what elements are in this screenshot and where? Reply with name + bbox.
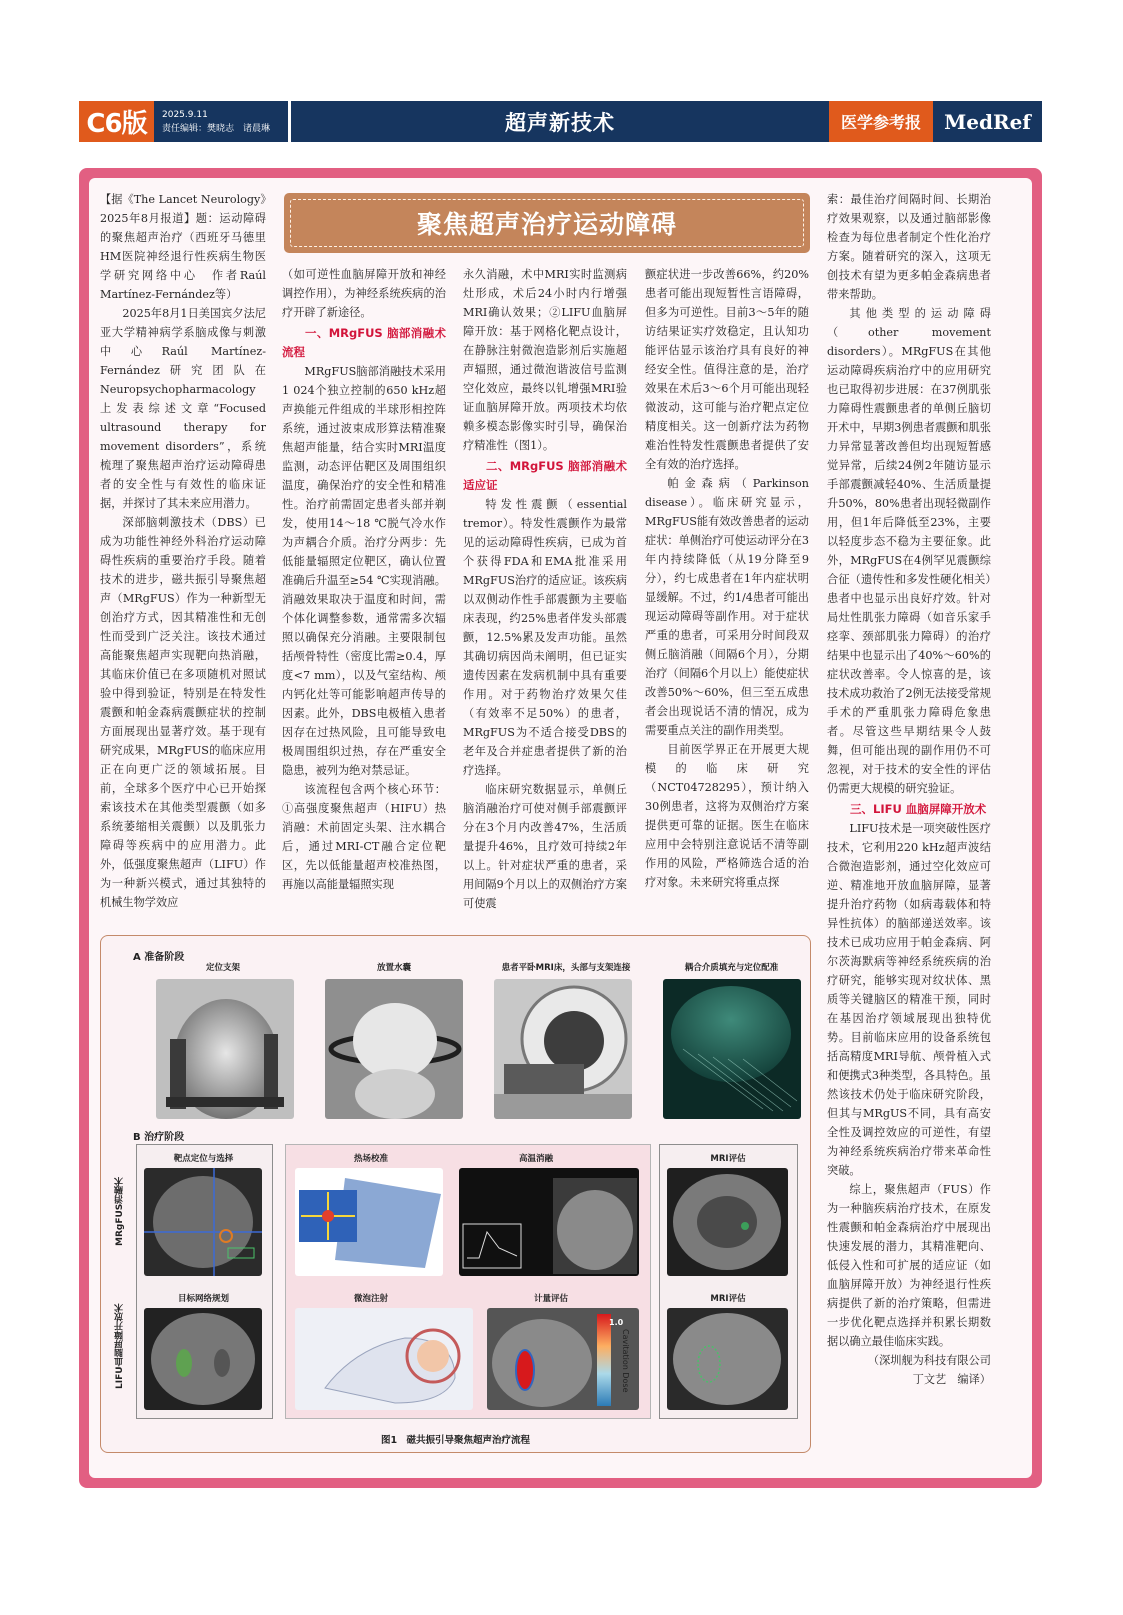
post-lifu-mri xyxy=(667,1308,788,1410)
treatment-caption: 目标网络规划 xyxy=(177,1294,229,1304)
paragraph: LIFU技术是一项突破性医疗技术，它利用220 kHz超声波结合微泡造影剂，通过空化效应可逆、精准地开放血脑屏障，显著提升治疗药物（如病毒载体和特异性抗体）的脑部递送效率。该技术已成功应用于帕金森病、阿尔茨海默病等神经系统疾病的治疗研究，能够实现对纹状体、黑质等关键脑区的精准干预，同时在基因治疗领域展现出独特优势。目前临床应用的设备系统包括高精度MRI导航、颅骨植入式和便携式3种类型，各具特色。虽然该技术仍处于临床研究阶段，但其与MRgUS不同，具有高安全性及调控效应的可逆性，有望为神经系统疾病治疗带来革命性突破。 xyxy=(827,822,991,1177)
paragraph: 索：最佳治疗间隔时间、长期治疗效果观察，以及通过脑部影像检查为每位患者制定个性化治疗方案。随着研究的深入，这项无创技术有望为更多帕金森病患者带来帮助。 xyxy=(827,193,991,301)
column-3 xyxy=(463,265,627,913)
article-title: 聚焦超声治疗运动障碍 xyxy=(290,199,804,247)
paragraph: 颤症状进一步改善66%，约20%患者可能出现短暂性言语障碍，但多为可逆性。目前3～5年的随访结果证实疗效稳定，且认知功能评估显示该治疗具有良好的神经安全性。值得注意的是，治疗效果在术后3～6个月可能出现轻微波动，这可能与治疗靶点定位精度相关。这一创新疗法为药物难治性特发性震颤患者提供了安全有效的治疗选择。 xyxy=(645,268,809,471)
row-label-mrgfus: MRgFUS消融术 xyxy=(115,1176,125,1246)
figure-caption: 图1 磁共振引导聚焦超声治疗流程 xyxy=(380,1435,531,1446)
treatment-caption: MRI评估 xyxy=(710,1294,746,1304)
byline: （深圳舰为科技有限公司 xyxy=(867,1354,991,1367)
section-heading: 二、MRgFUS 脑部消融术适应证 xyxy=(463,459,627,492)
thermal-calibration-image xyxy=(295,1168,443,1276)
microbubble-injection-illustration xyxy=(295,1308,473,1410)
paragraph: 综上，聚焦超声（FUS）作为一种脑疾病治疗技术，在原发性震颤和帕金森病治疗中展现出快速发展的潜力，其精准靶向、低侵入性和可扩展的适应证（如血脑屏障开放）为神经退行性疾病提供了新的治疗策略，但需进一步优化靶点选择并积累长期数据以确立最佳临床实践。 xyxy=(827,1183,991,1348)
column-4 xyxy=(645,265,809,892)
paragraph: MRgFUS脑部消融技术采用1 024个独立控制的650 kHz超声换能元件组成的半球形相控阵系统，通过波束成形算法精准聚焦超声能量，结合实时MRI温度监测，动态评估靶区及周围组织温度，确保治疗的安全性和精准性。治疗前需固定患者头部并剃发，使用14～18 ℃脱气冷水作为声耦合介质。治疗分两步：先低能量辐照定位靶区，确认位置准确后升温至≥54 ℃实现消融。消融效果取决于温度和时间，需个体化调整参数，通常需多次辐照以确保充分消融。主要限制包括颅骨特性（密度比需≥0.4，厚度<7 mm），以及气室结构、颅内钙化灶等可能影响超声传导的因素。此外，DBS电极植入患者因存在过热风险，且可能导致电极周围组织过热，存在严重安全隐患，被列为绝对禁忌证。 xyxy=(282,365,446,777)
network-planning-mri xyxy=(144,1308,262,1410)
row-label-lifu: LIFU血脑屏障开放术 xyxy=(115,1303,125,1389)
stage-a-label: A 准备阶段 xyxy=(133,952,185,963)
coupling-registration-image xyxy=(663,979,801,1119)
column-5 xyxy=(827,190,991,1389)
section-heading: 三、LIFU 血脑屏障开放术 xyxy=(850,802,987,816)
paragraph: 永久消融，术中MRI实时监测病灶形成，术后24小时内行增强MRI确认效果；②LIFU血脑屏障开放：基于网格化靶点设计，在静脉注射微泡造影剂后实施超声辐照，通过微泡谐波信号监测空化效应，最终以钆增强MRI验证血脑屏障开放。两项技术均依赖多模态影像实时引导，确保治疗精准性（图1）。 xyxy=(463,268,627,452)
issue-editors: 责任编辑：樊晓志 诸晨琳 xyxy=(162,123,271,134)
figure-1 xyxy=(100,935,811,1453)
cavitation-dose-label: Cavitation Dose xyxy=(621,1329,630,1393)
prep-caption: 定位支架 xyxy=(205,963,240,973)
stage-b-label: B 治疗阶段 xyxy=(133,1132,185,1143)
byline: 丁文艺 编译） xyxy=(912,1373,991,1386)
brand-logo: MedRef xyxy=(933,101,1042,142)
page-header xyxy=(79,101,1042,142)
colorbar-max-label: 1.0 xyxy=(609,1318,624,1327)
column-2 xyxy=(282,265,446,894)
thermal-ablation-image xyxy=(459,1168,639,1276)
treatment-caption: 计量评估 xyxy=(533,1294,568,1304)
treatment-caption: 微泡注射 xyxy=(353,1294,388,1304)
article-title-banner xyxy=(284,193,810,253)
headframe-photo xyxy=(156,979,294,1119)
paragraph: 【据《The Lancet Neurology》2025年8月报道】题：运动障碍的聚焦超声治疗（西班牙马德里HM医院神经退行性疾病生物医学研究网络中心 作者Raúl Martínez-Fernández等） xyxy=(100,193,266,301)
issue-meta xyxy=(154,101,288,142)
paragraph: （如可逆性血脑屏障开放和神经调控作用），为神经系统疾病的治疗开辟了新途径。 xyxy=(282,268,446,319)
paragraph: 临床研究数据显示，单侧丘脑消融治疗可使对侧手部震颤评分在3个月内改善47%，生活质量提升46%，且疗效可持续2年以上。针对症状严重的患者，采用间隔9个月以上的双侧治疗方案可使震 xyxy=(463,783,627,910)
issue-date: 2025.9.11 xyxy=(162,109,208,120)
treatment-caption: 靶点定位与选择 xyxy=(173,1154,234,1164)
water-bladder-photo xyxy=(325,979,463,1119)
treatment-caption: 热场校准 xyxy=(353,1154,388,1164)
prep-caption: 耦合介质填充与定位配准 xyxy=(684,963,779,973)
target-localization-mri xyxy=(144,1168,262,1276)
paragraph: 深部脑刺激技术（DBS）已成为功能性神经外科治疗运动障碍性疾病的重要治疗手段。随着技术的进步，磁共振引导聚焦超声（MRgFUS）作为一种新型无创治疗方式，因其精准性和无创性而受到广泛关注。该技术通过高能聚焦超声实现靶向热消融，其临床价值已在多项随机对照试验中得到验证，特别是在特发性震颤和帕金森病震颤症状的控制方面展现出显著疗效。基于现有研究成果，MRgFUS的临床应用正在向更广泛的领域拓展。目前，全球多个医疗中心已开始探索该技术在其他类型震颤（如多系统萎缩相关震颤）以及肌张力障碍等疾病中的应用潜力。此外，低强度聚焦超声（LIFU）作为一种新兴模式，通过其独特的机械生物学效应 xyxy=(100,516,266,909)
paragraph: 帕金森病（Parkinson disease）。临床研究显示，MRgFUS能有效改善患者的运动症状：单侧治疗可使运动评分在3年内持续降低（从19分降至9分），约七成患者在1年内症状明显缓解。不过，约1/4患者可能出现运动障碍等副作用。对于症状严重的患者，可采用分时间段双侧丘脑消融（间隔6个月），分期治疗（间隔6个月以上）能使症状改善50%～60%，但三至五成患者会出现说话不清的情况，成为需要重点关注的副作用类型。 xyxy=(645,477,809,737)
paper-name: 医学参考报 xyxy=(829,101,933,142)
paragraph: 2025年8月1日美国宾夕法尼亚大学精神病学系脑成像与刺激中心Raúl Martínez-Fernández研究团队在Neuropsychopharmacology上发表综述文章“Focused ultrasound therapy for movement disorders”，系统梳理了聚焦超声治疗运动障碍患者的安全性与有效性的临床证据，并探讨了其未来应用潜力。 xyxy=(100,307,266,510)
section-heading: 一、MRgFUS 脑部消融术流程 xyxy=(282,326,446,359)
column-1 xyxy=(100,190,266,912)
treatment-caption: 高温消融 xyxy=(518,1154,553,1164)
prep-caption: 放置水囊 xyxy=(376,963,411,973)
post-ablation-mri xyxy=(667,1168,788,1276)
mri-bed-photo xyxy=(494,979,632,1119)
edition-badge: C6版 xyxy=(79,101,154,142)
prep-caption: 患者平卧MRI床，头部与支架连接 xyxy=(501,963,631,973)
treatment-caption: MRI评估 xyxy=(710,1154,746,1164)
paragraph: 该流程包含两个核心环节：①高强度聚焦超声（HIFU）热消融：术前固定头架、注水耦合后，通过MRI-CT融合定位靶区，先以低能量超声校准热图，再施以高能量辐照实现 xyxy=(282,783,446,891)
paragraph: 目前医学界正在开展更大规模的临床研究（NCT04728295），预计纳入30例患者，这将为双侧治疗方案提供更可靠的证据。医生在临床应用中会特别注意说话不清等副作用的风险，严格筛选合适的治疗对象。未来研究将重点探 xyxy=(645,743,809,889)
paragraph: 特发性震颤（essential tremor）。特发性震颤作为最常见的运动障碍性疾病，已成为首个获得FDA和EMA批准采用MRgFUS治疗的适应证。该疾病以双侧动作性手部震颤为主要临床表现，约25%患者伴发头部震颤，12.5%累及发声功能。虽然其确切病因尚未阐明，但已证实遗传因素在发病机制中具有重要作用。对于药物治疗效果欠佳（有效率不足50%）的患者，MRgFUS为不适合接受DBS的老年及合并症患者提供了新的治疗选择。 xyxy=(463,498,627,777)
paragraph: 其他类型的运动障碍（other movement disorders）。MRgFUS在其他运动障碍疾病治疗中的应用研究也已取得初步进展：在37例肌张力障碍性震颤患者的单侧丘脑切开术中，早期3例患者震颤和肌张力异常显著改善但均出现短暂感觉异常，后续24例2年随访显示手部震颤减轻40%、生活质量提升50%，80%患者出现轻微副作用，但1年后降低至23%，主要以轻度步态不稳为主要征象。此外，MRgFUS在4例罕见震颤综合征（遗传性和多发性硬化相关）患者中也显示出良好疗效。针对局灶性肌张力障碍（如音乐家手痉挛、颈部肌张力障碍）的治疗结果中也显示出了40%～60%的症状改善率。令人惊喜的是，该技术成功救治了2例无法接受常规手术的严重肌张力障碍危象患者。尽管这些早期结果令人鼓舞，但可能出现的副作用仍不可忽视，对于技术的安全性的评估仍需更大规模的研究验证。 xyxy=(827,307,991,795)
section-title: 超声新技术 xyxy=(291,101,829,142)
